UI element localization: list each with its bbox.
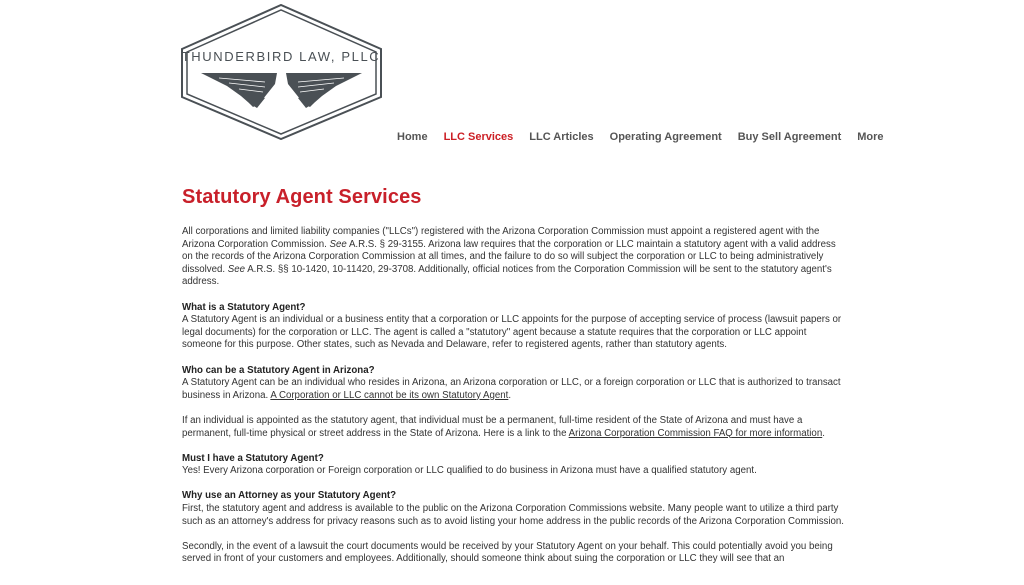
page-title: Statutory Agent Services	[182, 186, 422, 208]
why-paragraph: First, the statutory agent and address is available to the public on the Arizona Corporation Commissions website. Many people want to utilize a third party such as an attorney's address for privacy reasons such as to avoid listing your home address in the public records of the Arizona Corporation Commission.	[182, 503, 845, 527]
thunderbird-law-logo[interactable]	[179, 4, 384, 140]
individual-text: If an individual is appointed as the statutory agent, that individual must be a permanent, full-time resident of the State of Arizona and must have a permanent, full-time physical or street address in the State of Arizona. Here is a link to the	[182, 414, 803, 439]
who-paragraph	[182, 377, 846, 402]
see-citation-1: See	[329, 238, 347, 250]
intro-text-2: A.R.S. § 29-3155. Arizona law requires that the corporation or LLC maintain a statutory agent with a valid address on the records of the Arizona Corporation Commission at all times, and the failure to do so will subject the corporation or LLC to being administratively dissolved.	[182, 238, 836, 275]
logo-text: THUNDERBIRD LAW, PLLC	[181, 49, 381, 64]
who-text: A Statutory Agent can be an individual who resides in Arizona, an Arizona corporation or LLC, or a foreign corporation or LLC that is authorized to transact business in Arizona.	[182, 377, 841, 401]
nav-buy-sell-agreement[interactable]: Buy Sell Agreement	[737, 131, 842, 143]
nav-more[interactable]: More	[857, 131, 884, 143]
must-paragraph: Yes! Every Arizona corporation or Foreign corporation or LLC qualified to do business in Arizona must have a qualified statutory agent.	[182, 465, 757, 477]
nav-llc-articles[interactable]: LLC Articles	[529, 131, 594, 143]
main-content	[182, 186, 846, 579]
nav-llc-services[interactable]: LLC Services	[443, 131, 514, 143]
who-end: .	[508, 389, 512, 401]
nav-home[interactable]: Home	[397, 131, 428, 143]
must-heading: Must I have a Statutory Agent?	[182, 452, 324, 464]
acc-faq-link[interactable]: Arizona Corporation Commission FAQ for more information	[568, 427, 823, 439]
main-nav	[397, 131, 884, 143]
why-heading: Why use an Attorney as your Statutory Agent?	[182, 490, 397, 502]
intro-text-1: All corporations and limited liability companies ("LLCs") registered with the Arizona Corporation Commission must appoint a registered agent with the Arizona Corporation Commission.	[182, 226, 820, 250]
intro-paragraph	[182, 226, 846, 289]
individual-end: .	[822, 427, 825, 439]
individual-paragraph	[182, 415, 846, 440]
what-heading: What is a Statutory Agent?	[182, 301, 306, 313]
second-paragraph: Secondly, in the event of a lawsuit the court documents would be received by your Statutory Agent on your behalf. This could potentially avoid you being served in front of your customers and employees. Additionally, should someone think about suing the corporation or LLC they will see that an	[182, 540, 833, 565]
who-heading: Who can be a Statutory Agent in Arizona?	[182, 364, 375, 376]
what-paragraph: A Statutory Agent is an individual or a business entity that a corporation or LLC appoints for the purpose of accepting service of process (lawsuit papers or legal documents) for the corporation or LLC. The agent is called a "statutory" agent because a statute requires that the corporation or LLC appoint someone for this purpose. Other states, such as Nevada and Delaware, refer to registered agents, rather than statutory agents.	[182, 314, 842, 351]
see-citation-2: See	[227, 263, 246, 275]
nav-operating-agreement[interactable]: Operating Agreement	[609, 131, 722, 143]
intro-text-3: A.R.S. §§ 10-1420, 10-11420, 29-3708. Additionally, official notices from the Corporation Commission will be sent to the statutory agent's address.	[182, 263, 832, 288]
logo-emblem-icon	[179, 4, 384, 140]
own-agent-link[interactable]: A Corporation or LLC cannot be its own Statutory Agent	[270, 389, 509, 401]
